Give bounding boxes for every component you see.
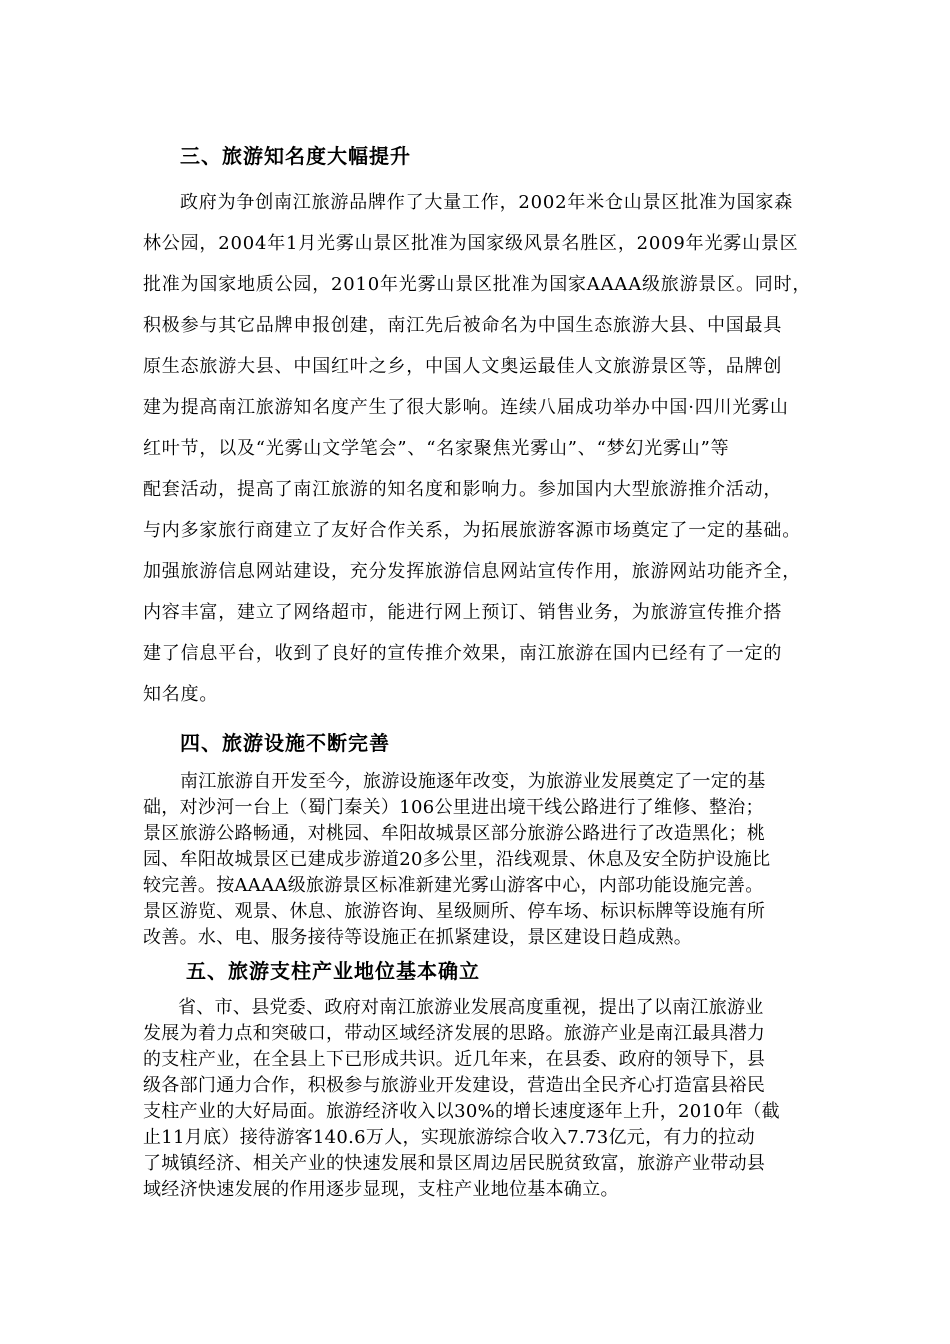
paragraph-line: 配套活动，提高了南江旅游的知名度和影响力。参加国内大型旅游推介活动， [143,479,783,500]
paragraph-line: 批准为国家地质公园，2010年光雾山景区批准为国家AAAA级旅游景区。同时， [143,274,812,295]
paragraph-line: 园、牟阳故城景区已建成步游道20多公里，沿线观景、休息及安全防护设施比 [143,849,771,870]
paragraph-line: 建了信息平台，收到了良好的宣传推介效果，南江旅游在国内已经有了一定的 [143,643,783,664]
paragraph-line: 止11月底）接待游客140.6万人，实现旅游综合收入7.73亿元，有力的拉动 [143,1127,755,1148]
paragraph-line: 省、市、县党委、政府对南江旅游业发展高度重视，提出了以南江旅游业 [178,997,764,1018]
paragraph-line: 景区游览、观景、休息、旅游咨询、星级厕所、停车场、标识标牌等设施有所 [143,901,766,922]
paragraph-line: 林公园，2004年1月光雾山景区批准为国家级风景名胜区，2009年光雾山景区 [143,233,799,254]
section-heading: 四、旅游设施不断完善 [180,731,390,755]
section-heading: 三、旅游知名度大幅提升 [180,144,411,168]
paragraph-line: 域经济快速发展的作用逐步显现，支柱产业地位基本确立。 [143,1179,619,1200]
paragraph-line: 知名度。 [143,684,219,705]
paragraph-line: 级各部门通力合作，积极参与旅游业开发建设，营造出全民齐心打造富县裕民 [143,1075,766,1096]
paragraph-line: 支柱产业的大好局面。旅游经济收入以30%的增长速度逐年上升，2010年（截 [143,1101,780,1122]
section-heading: 五、旅游支柱产业地位基本确立 [186,959,480,983]
paragraph-line: 原生态旅游大县、中国红叶之乡，中国人文奥运最佳人文旅游景区等，品牌创 [143,356,783,377]
paragraph-line: 的支柱产业，在全县上下已形成共识。近几年来，在县委、政府的领导下，县 [143,1049,766,1070]
paragraph-line: 南江旅游自开发至今，旅游设施逐年改变，为旅游业发展奠定了一定的基 [180,771,766,792]
paragraph-line: 改善。水、电、服务接待等设施正在抓紧建设，景区建设日趋成熟。 [143,927,692,948]
paragraph-line: 建为提高南江旅游知名度产生了很大影响。连续八届成功举办中国·四川光雾山 [143,397,789,418]
paragraph-line: 了城镇经济、相关产业的快速发展和景区周边居民脱贫致富，旅游产业带动县 [143,1153,766,1174]
paragraph-line: 红叶节，以及“光雾山文学笔会”、“名家聚焦光雾山”、“梦幻光雾山”等 [143,438,730,459]
paragraph-line: 与内多家旅行商建立了友好合作关系，为拓展旅游客源市场奠定了一定的基础。 [143,520,801,541]
paragraph-line: 景区旅游公路畅通，对桃园、牟阳故城景区部分旅游公路进行了改造黑化；桃 [143,823,766,844]
paragraph-line: 积极参与其它品牌申报创建，南江先后被命名为中国生态旅游大县、中国最具 [143,315,783,336]
paragraph-line: 较完善。按AAAA级旅游景区标准新建光雾山游客中心，内部功能设施完善。 [143,875,764,896]
paragraph-line: 础，对沙河一台上（蜀门秦关）106公里进出境干线公路进行了维修、整治； [143,797,764,818]
paragraph-line: 内容丰富，建立了网络超市，能进行网上预订、销售业务，为旅游宣传推介搭 [143,602,783,623]
paragraph-line: 加强旅游信息网站建设，充分发挥旅游信息网站宣传作用，旅游网站功能齐全， [143,561,801,582]
paragraph-line: 政府为争创南江旅游品牌作了大量工作，2002年米仓山景区批准为国家森 [180,192,794,213]
paragraph-line: 发展为着力点和突破口，带动区域经济发展的思路。旅游产业是南江最具潜力 [143,1023,766,1044]
